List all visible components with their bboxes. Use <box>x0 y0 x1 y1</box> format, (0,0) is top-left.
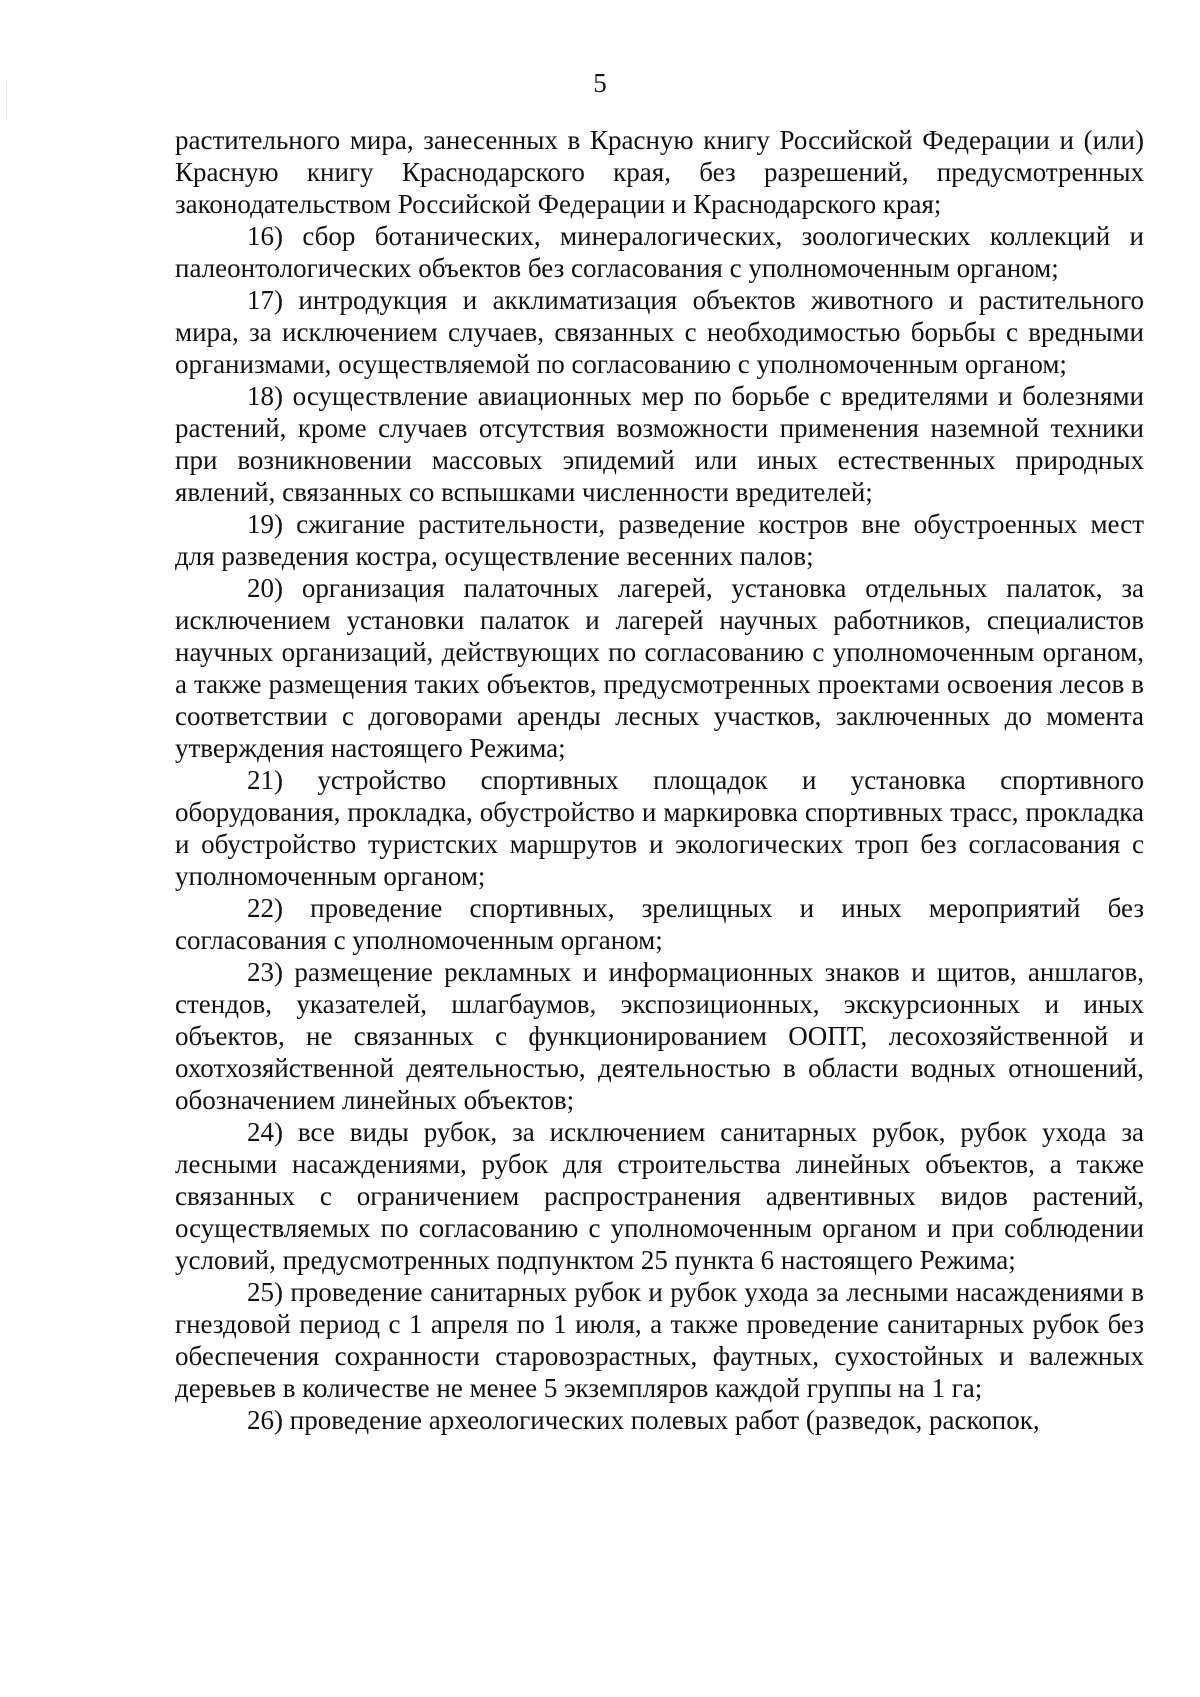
list-item-18: 18) осуществление авиационных мер по борьбе с вредителями и болезнями растений, кроме случаев отсутствия возможности применения наземной техники при возникновении массовых эпидемий или иных естественных природных явлений, связанных со вспышками численности вредителей; <box>175 381 1144 507</box>
paragraph-continuation: растительного мира, занесенных в Красную книгу Российской Федерации и (или) Красную книгу Краснодарского края, без разрешений, предусмотренных законодательством Российской Федерации и Краснодарского края; <box>175 125 1144 219</box>
list-item-16: 16) сбор ботанических, минералогических, зоологических коллекций и палеонтологических объектов без согласования с уполномоченным органом; <box>175 221 1144 283</box>
list-item-22: 22) проведение спортивных, зрелищных и иных мероприятий без согласования с уполномоченным органом; <box>175 893 1144 955</box>
document-body <box>175 124 1144 1436</box>
list-item-26: 26) проведение археологических полевых работ (разведок, раскопок, <box>247 1405 1040 1435</box>
list-item-24: 24) все виды рубок, за исключением санитарных рубок, рубок ухода за лесными насаждениями, рубок для строительства линейных объектов, а также связанных с ограничением распространения адвентивных видов растений, осуществляемых по согласованию с уполномоченным органом и при соблюдении условий, предусмотренных подпунктом 25 пункта 6 настоящего Режима; <box>175 1117 1144 1275</box>
list-item-23: 23) размещение рекламных и информационных знаков и щитов, аншлагов, стендов, указателей, шлагбаумов, экспозиционных, экскурсионных и иных объектов, не связанных с функционированием ООПТ, лесохозяйственной и охотхозяйственной деятельностью, деятельностью в области водных отношений, обозначением линейных объектов; <box>175 957 1144 1115</box>
page-number: 5 <box>593 68 607 98</box>
list-item-20: 20) организация палаточных лагерей, установка отдельных палаток, за исключением установки палаток и лагерей научных работников, специалистов научных организаций, действующих по согласованию с уполномоченным органом, а также размещения таких объектов, предусмотренных проектами освоения лесов в соответствии с договорами аренды лесных участков, заключенных до момента утверждения настоящего Режима; <box>175 573 1144 763</box>
list-item-17: 17) интродукция и акклиматизация объектов животного и растительного мира, за исключением случаев, связанных с необходимостью борьбы с вредными организмами, осуществляемой по согласованию с уполномоченным органом; <box>175 285 1144 379</box>
list-item-21: 21) устройство спортивных площадок и установка спортивного оборудования, прокладка, обустройство и маркировка спортивных трасс, прокладка и обустройство туристских маршрутов и экологических троп без согласования с уполномоченным органом; <box>175 765 1144 891</box>
list-item-25: 25) проведение санитарных рубок и рубок ухода за лесными насаждениями в гнездовой период с 1 апреля по 1 июля, а также проведение санитарных рубок без обеспечения сохранности старовозрастных, фаутных, сухостойных и валежных деревьев в количестве не менее 5 экземпляров каждой группы на 1 га; <box>175 1277 1144 1403</box>
list-item-19: 19) сжигание растительности, разведение костров вне обустроенных мест для разведения костра, осуществление весенних палов; <box>175 509 1144 571</box>
